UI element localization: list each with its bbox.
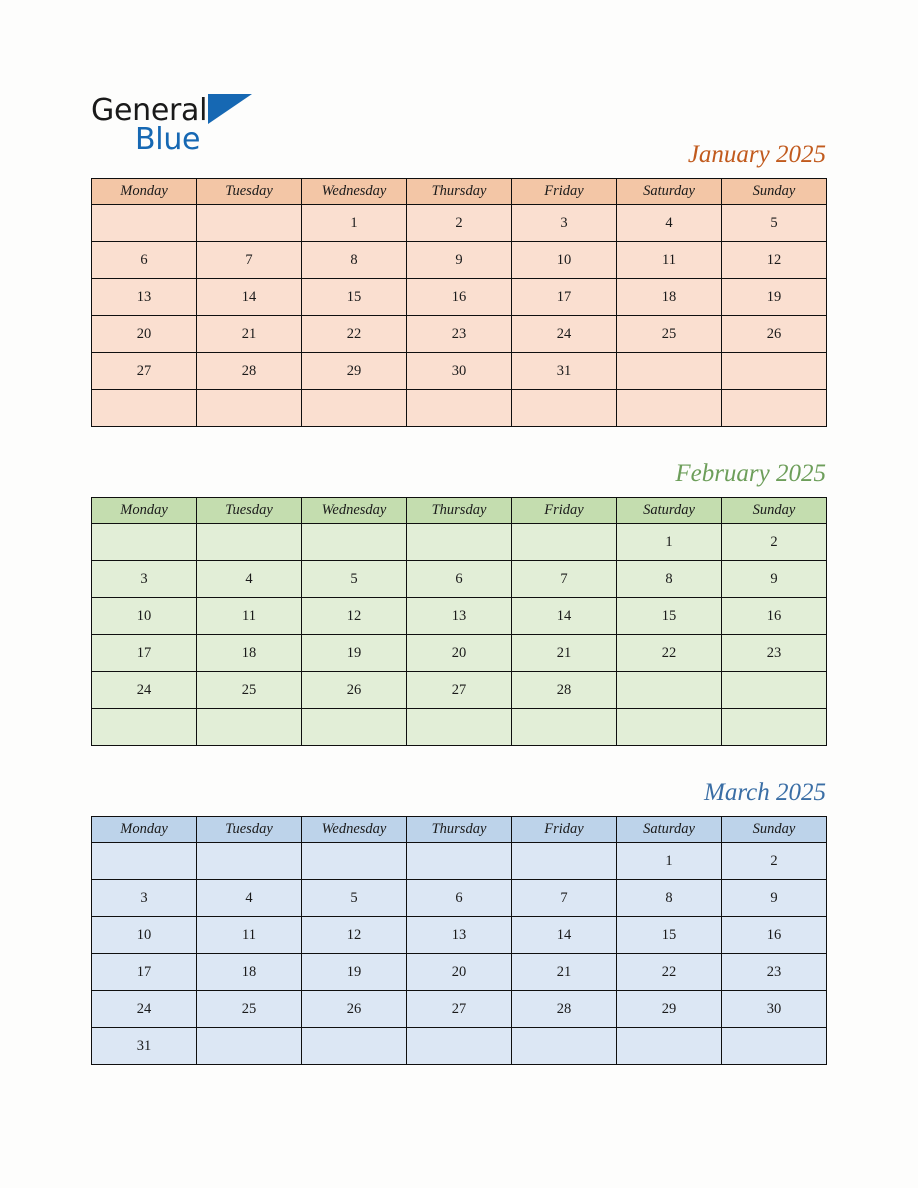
day-cell[interactable] (302, 1028, 407, 1065)
day-cell[interactable]: 27 (407, 672, 512, 709)
week-row (92, 1028, 827, 1065)
day-cell[interactable]: 24 (92, 991, 197, 1028)
day-cell[interactable]: 25 (197, 672, 302, 709)
month-block-february (91, 459, 827, 746)
week-row (92, 353, 827, 390)
weekday-header-thursday: Thursday (407, 179, 512, 205)
day-cell[interactable] (197, 709, 302, 746)
week-row (92, 279, 827, 316)
day-cell[interactable]: 16 (407, 279, 512, 316)
day-cell[interactable]: 5 (302, 880, 407, 917)
day-cell[interactable]: 10 (92, 917, 197, 954)
week-row (92, 242, 827, 279)
week-row (92, 316, 827, 353)
weekday-header-friday: Friday (512, 817, 617, 843)
weekday-header-wednesday: Wednesday (302, 817, 407, 843)
day-cell[interactable]: 16 (722, 917, 827, 954)
week-row (92, 880, 827, 917)
day-cell[interactable]: 19 (302, 635, 407, 672)
day-cell[interactable]: 10 (92, 598, 197, 635)
day-cell[interactable] (92, 205, 197, 242)
day-cell[interactable]: 2 (722, 843, 827, 880)
week-row (92, 954, 827, 991)
blue-triangle-icon (208, 94, 252, 124)
day-cell[interactable]: 23 (722, 635, 827, 672)
calendar-body-january (92, 205, 827, 427)
day-cell[interactable] (512, 1028, 617, 1065)
day-cell[interactable]: 19 (302, 954, 407, 991)
day-cell[interactable] (617, 709, 722, 746)
day-cell[interactable]: 31 (92, 1028, 197, 1065)
week-row (92, 561, 827, 598)
calendar-body-february (92, 524, 827, 746)
day-cell[interactable] (92, 843, 197, 880)
day-cell[interactable] (722, 709, 827, 746)
weekday-header-row (92, 817, 827, 843)
week-row (92, 843, 827, 880)
day-cell[interactable] (92, 709, 197, 746)
day-cell[interactable] (92, 524, 197, 561)
weekday-header-wednesday: Wednesday (302, 179, 407, 205)
day-cell[interactable] (407, 843, 512, 880)
day-cell[interactable]: 25 (197, 991, 302, 1028)
month-block-march (91, 778, 827, 1065)
day-cell[interactable]: 9 (407, 242, 512, 279)
logo-word-general: General (91, 93, 208, 128)
day-cell[interactable] (197, 524, 302, 561)
day-cell[interactable]: 12 (302, 917, 407, 954)
day-cell[interactable] (302, 390, 407, 427)
day-cell[interactable]: 28 (512, 991, 617, 1028)
day-cell[interactable]: 20 (407, 635, 512, 672)
day-cell[interactable]: 7 (197, 242, 302, 279)
day-cell[interactable] (722, 1028, 827, 1065)
day-cell[interactable]: 11 (197, 598, 302, 635)
day-cell[interactable]: 6 (407, 561, 512, 598)
day-cell[interactable] (617, 390, 722, 427)
day-cell[interactable]: 27 (92, 353, 197, 390)
day-cell[interactable]: 21 (512, 954, 617, 991)
day-cell[interactable]: 17 (512, 279, 617, 316)
day-cell[interactable] (512, 843, 617, 880)
day-cell[interactable]: 12 (302, 598, 407, 635)
weekday-header-saturday: Saturday (617, 498, 722, 524)
day-cell[interactable]: 11 (197, 917, 302, 954)
day-cell[interactable]: 18 (617, 279, 722, 316)
day-cell[interactable]: 22 (617, 954, 722, 991)
week-row (92, 205, 827, 242)
day-cell[interactable]: 17 (92, 635, 197, 672)
day-cell[interactable]: 17 (92, 954, 197, 991)
day-cell[interactable]: 31 (512, 353, 617, 390)
month-title-january: January 2025 (687, 141, 826, 168)
day-cell[interactable] (197, 843, 302, 880)
day-cell[interactable]: 14 (512, 598, 617, 635)
day-cell[interactable] (92, 390, 197, 427)
day-cell[interactable]: 14 (197, 279, 302, 316)
day-cell[interactable]: 2 (722, 524, 827, 561)
day-cell[interactable]: 26 (302, 991, 407, 1028)
day-cell[interactable]: 11 (617, 242, 722, 279)
day-cell[interactable] (407, 709, 512, 746)
day-cell[interactable]: 7 (512, 561, 617, 598)
day-cell[interactable]: 28 (512, 672, 617, 709)
day-cell[interactable]: 9 (722, 880, 827, 917)
week-row (92, 709, 827, 746)
weekday-header-friday: Friday (512, 179, 617, 205)
logo-top-row (91, 92, 351, 126)
weekday-header-thursday: Thursday (407, 817, 512, 843)
day-cell[interactable]: 4 (197, 880, 302, 917)
day-cell[interactable]: 22 (617, 635, 722, 672)
day-cell[interactable]: 5 (722, 205, 827, 242)
day-cell[interactable]: 3 (512, 205, 617, 242)
weekday-header-saturday: Saturday (617, 179, 722, 205)
day-cell[interactable] (512, 709, 617, 746)
day-cell[interactable]: 29 (302, 353, 407, 390)
day-cell[interactable]: 9 (722, 561, 827, 598)
day-cell[interactable]: 3 (92, 880, 197, 917)
week-row (92, 991, 827, 1028)
weekday-header-tuesday: Tuesday (197, 179, 302, 205)
week-row (92, 524, 827, 561)
day-cell[interactable]: 2 (407, 205, 512, 242)
day-cell[interactable]: 19 (722, 279, 827, 316)
day-cell[interactable]: 24 (92, 672, 197, 709)
day-cell[interactable] (197, 205, 302, 242)
day-cell[interactable]: 15 (302, 279, 407, 316)
weekday-header-sunday: Sunday (722, 498, 827, 524)
day-cell[interactable]: 23 (722, 954, 827, 991)
day-cell[interactable]: 14 (512, 917, 617, 954)
weekday-header-row (92, 498, 827, 524)
calendar-table-january (91, 178, 827, 427)
day-cell[interactable]: 13 (407, 917, 512, 954)
month-title-march: March 2025 (704, 779, 826, 806)
day-cell[interactable]: 20 (92, 316, 197, 353)
day-cell[interactable]: 21 (197, 316, 302, 353)
day-cell[interactable] (407, 524, 512, 561)
day-cell[interactable]: 8 (302, 242, 407, 279)
day-cell[interactable]: 1 (617, 843, 722, 880)
month-title-february: February 2025 (675, 460, 826, 487)
weekday-header-row (92, 179, 827, 205)
day-cell[interactable]: 27 (407, 991, 512, 1028)
day-cell[interactable]: 26 (722, 316, 827, 353)
weekday-header-tuesday: Tuesday (197, 498, 302, 524)
weekday-header-wednesday: Wednesday (302, 498, 407, 524)
day-cell[interactable] (722, 390, 827, 427)
day-cell[interactable] (617, 353, 722, 390)
day-cell[interactable]: 15 (617, 917, 722, 954)
week-row (92, 917, 827, 954)
weekday-header-thursday: Thursday (407, 498, 512, 524)
weekday-header-friday: Friday (512, 498, 617, 524)
day-cell[interactable] (722, 353, 827, 390)
day-cell[interactable]: 30 (722, 991, 827, 1028)
day-cell[interactable] (407, 1028, 512, 1065)
calendar-table-march (91, 816, 827, 1065)
day-cell[interactable]: 8 (617, 561, 722, 598)
day-cell[interactable]: 22 (302, 316, 407, 353)
day-cell[interactable]: 13 (92, 279, 197, 316)
day-cell[interactable]: 10 (512, 242, 617, 279)
day-cell[interactable] (722, 672, 827, 709)
day-cell[interactable]: 12 (722, 242, 827, 279)
day-cell[interactable]: 4 (617, 205, 722, 242)
day-cell[interactable]: 8 (617, 880, 722, 917)
day-cell[interactable] (197, 390, 302, 427)
day-cell[interactable]: 3 (92, 561, 197, 598)
day-cell[interactable]: 30 (407, 353, 512, 390)
weekday-header-monday: Monday (92, 179, 197, 205)
day-cell[interactable]: 29 (617, 991, 722, 1028)
week-row (92, 635, 827, 672)
day-cell[interactable]: 24 (512, 316, 617, 353)
week-row (92, 390, 827, 427)
day-cell[interactable]: 18 (197, 635, 302, 672)
week-row (92, 672, 827, 709)
day-cell[interactable] (512, 390, 617, 427)
day-cell[interactable]: 1 (617, 524, 722, 561)
day-cell[interactable] (302, 709, 407, 746)
calendar-body-march (92, 843, 827, 1065)
day-cell[interactable]: 16 (722, 598, 827, 635)
day-cell[interactable] (302, 524, 407, 561)
weekday-header-tuesday: Tuesday (197, 817, 302, 843)
logo-word-blue: Blue (135, 122, 201, 157)
weekday-header-sunday: Sunday (722, 179, 827, 205)
day-cell[interactable] (617, 1028, 722, 1065)
day-cell[interactable] (197, 1028, 302, 1065)
weekday-header-monday: Monday (92, 817, 197, 843)
day-cell[interactable]: 1 (302, 205, 407, 242)
day-cell[interactable]: 5 (302, 561, 407, 598)
day-cell[interactable]: 21 (512, 635, 617, 672)
day-cell[interactable]: 4 (197, 561, 302, 598)
day-cell[interactable] (302, 843, 407, 880)
day-cell[interactable]: 26 (302, 672, 407, 709)
day-cell[interactable]: 18 (197, 954, 302, 991)
day-cell[interactable]: 13 (407, 598, 512, 635)
day-cell[interactable]: 6 (92, 242, 197, 279)
weekday-header-monday: Monday (92, 498, 197, 524)
calendar-table-february (91, 497, 827, 746)
weekday-header-sunday: Sunday (722, 817, 827, 843)
day-cell[interactable] (617, 672, 722, 709)
day-cell[interactable] (407, 390, 512, 427)
day-cell[interactable]: 7 (512, 880, 617, 917)
day-cell[interactable]: 23 (407, 316, 512, 353)
day-cell[interactable] (512, 524, 617, 561)
day-cell[interactable]: 15 (617, 598, 722, 635)
day-cell[interactable]: 28 (197, 353, 302, 390)
month-block-january (91, 140, 827, 427)
weekday-header-saturday: Saturday (617, 817, 722, 843)
week-row (92, 598, 827, 635)
day-cell[interactable]: 25 (617, 316, 722, 353)
day-cell[interactable]: 20 (407, 954, 512, 991)
day-cell[interactable]: 6 (407, 880, 512, 917)
